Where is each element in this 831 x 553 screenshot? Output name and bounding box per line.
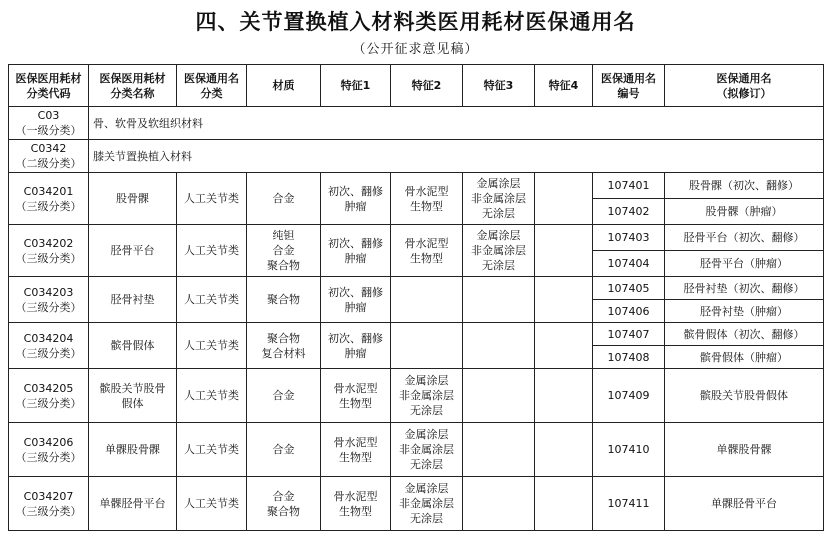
item-name: 单髁股骨髁 bbox=[665, 423, 824, 477]
table-row bbox=[9, 225, 824, 251]
feature3-cell bbox=[463, 369, 535, 423]
feature2-cell: 金属涂层 非金属涂层 无涂层 bbox=[391, 477, 463, 531]
class-cell: 人工关节类 bbox=[177, 277, 247, 323]
item-number: 107410 bbox=[593, 423, 665, 477]
level1-name: 骨、软骨及软组织材料 bbox=[89, 107, 824, 140]
item-number: 107401 bbox=[593, 173, 665, 199]
material-cell: 合金 bbox=[247, 173, 321, 225]
item-number: 107404 bbox=[593, 251, 665, 277]
level2-row bbox=[9, 140, 824, 173]
item-number: 107406 bbox=[593, 300, 665, 323]
level1-row bbox=[9, 107, 824, 140]
header-cell: 医保医用耗材 分类代码 bbox=[9, 65, 89, 107]
table-row bbox=[9, 369, 824, 423]
feature1-cell: 初次、翻修 肿瘤 bbox=[321, 173, 391, 225]
feature2-cell: 金属涂层 非金属涂层 无涂层 bbox=[391, 369, 463, 423]
item-number: 107408 bbox=[593, 346, 665, 369]
category-code: C034207 （三级分类） bbox=[9, 477, 89, 531]
feature4-cell bbox=[535, 369, 593, 423]
header-cell: 医保通用名 分类 bbox=[177, 65, 247, 107]
feature3-cell bbox=[463, 323, 535, 369]
level2-name: 膝关节置换植入材料 bbox=[89, 140, 824, 173]
category-name: 股骨髁 bbox=[89, 173, 177, 225]
category-name: 单髁胫骨平台 bbox=[89, 477, 177, 531]
item-name: 髌股关节股骨假体 bbox=[665, 369, 824, 423]
feature4-cell bbox=[535, 477, 593, 531]
material-cell: 聚合物 bbox=[247, 277, 321, 323]
level1-code: C03 （一级分类） bbox=[9, 107, 89, 140]
page-title: 四、关节置换植入材料类医用耗材医保通用名 bbox=[195, 9, 636, 34]
item-number: 107402 bbox=[593, 199, 665, 225]
item-number: 107409 bbox=[593, 369, 665, 423]
class-cell: 人工关节类 bbox=[177, 225, 247, 277]
item-name: 胫骨衬垫（肿瘤） bbox=[665, 300, 824, 323]
item-name: 胫骨衬垫（初次、翻修） bbox=[665, 277, 824, 300]
category-name: 胫骨衬垫 bbox=[89, 277, 177, 323]
material-cell: 合金 bbox=[247, 369, 321, 423]
feature3-cell bbox=[463, 277, 535, 323]
feature1-cell: 骨水泥型 生物型 bbox=[321, 369, 391, 423]
category-code: C034201 （三级分类） bbox=[9, 173, 89, 225]
feature2-cell bbox=[391, 277, 463, 323]
class-cell: 人工关节类 bbox=[177, 477, 247, 531]
category-name: 髌骨假体 bbox=[89, 323, 177, 369]
item-name: 胫骨平台（肿瘤） bbox=[665, 251, 824, 277]
item-name: 股骨髁（肿瘤） bbox=[665, 199, 824, 225]
feature1-cell: 初次、翻修 肿瘤 bbox=[321, 277, 391, 323]
table-row bbox=[9, 477, 824, 531]
class-cell: 人工关节类 bbox=[177, 369, 247, 423]
feature3-cell: 金属涂层 非金属涂层 无涂层 bbox=[463, 173, 535, 225]
category-code: C034202 （三级分类） bbox=[9, 225, 89, 277]
item-number: 107403 bbox=[593, 225, 665, 251]
feature1-cell: 初次、翻修 肿瘤 bbox=[321, 225, 391, 277]
feature3-cell bbox=[463, 477, 535, 531]
table-row bbox=[9, 423, 824, 477]
feature4-cell bbox=[535, 225, 593, 277]
feature3-cell bbox=[463, 423, 535, 477]
header-cell: 特征2 bbox=[391, 65, 463, 107]
header-cell: 医保通用名 （拟修订） bbox=[665, 65, 824, 107]
feature2-cell bbox=[391, 323, 463, 369]
header-cell: 特征1 bbox=[321, 65, 391, 107]
feature2-cell: 金属涂层 非金属涂层 无涂层 bbox=[391, 423, 463, 477]
feature3-cell: 金属涂层 非金属涂层 无涂层 bbox=[463, 225, 535, 277]
item-name: 单髁胫骨平台 bbox=[665, 477, 824, 531]
class-cell: 人工关节类 bbox=[177, 423, 247, 477]
material-cell: 合金 bbox=[247, 423, 321, 477]
table-row bbox=[9, 173, 824, 199]
item-name: 胫骨平台（初次、翻修） bbox=[665, 225, 824, 251]
category-code: C034205 （三级分类） bbox=[9, 369, 89, 423]
item-number: 107411 bbox=[593, 477, 665, 531]
category-name: 单髁股骨髁 bbox=[89, 423, 177, 477]
feature4-cell bbox=[535, 277, 593, 323]
level2-code: C0342 （二级分类） bbox=[9, 140, 89, 173]
catalog-table bbox=[8, 64, 824, 531]
class-cell: 人工关节类 bbox=[177, 323, 247, 369]
feature4-cell bbox=[535, 173, 593, 225]
item-number: 107405 bbox=[593, 277, 665, 300]
item-name: 髌骨假体（初次、翻修） bbox=[665, 323, 824, 346]
material-cell: 聚合物 复合材料 bbox=[247, 323, 321, 369]
header-cell: 材质 bbox=[247, 65, 321, 107]
header-row bbox=[9, 65, 824, 107]
material-cell: 合金 聚合物 bbox=[247, 477, 321, 531]
header-cell: 医保医用耗材 分类名称 bbox=[89, 65, 177, 107]
category-code: C034204 （三级分类） bbox=[9, 323, 89, 369]
header-cell: 医保通用名 编号 bbox=[593, 65, 665, 107]
category-code: C034206 （三级分类） bbox=[9, 423, 89, 477]
category-name: 胫骨平台 bbox=[89, 225, 177, 277]
feature4-cell bbox=[535, 423, 593, 477]
table-row bbox=[9, 323, 824, 346]
item-name: 股骨髁（初次、翻修） bbox=[665, 173, 824, 199]
page-subtitle: （公开征求意见稿） bbox=[352, 42, 479, 57]
item-number: 107407 bbox=[593, 323, 665, 346]
feature2-cell: 骨水泥型 生物型 bbox=[391, 225, 463, 277]
feature1-cell: 骨水泥型 生物型 bbox=[321, 477, 391, 531]
class-cell: 人工关节类 bbox=[177, 173, 247, 225]
category-code: C034203 （三级分类） bbox=[9, 277, 89, 323]
material-cell: 纯钽 合金 聚合物 bbox=[247, 225, 321, 277]
feature4-cell bbox=[535, 323, 593, 369]
feature1-cell: 骨水泥型 生物型 bbox=[321, 423, 391, 477]
item-name: 髌骨假体（肿瘤） bbox=[665, 346, 824, 369]
feature2-cell: 骨水泥型 生物型 bbox=[391, 173, 463, 225]
header-cell: 特征4 bbox=[535, 65, 593, 107]
feature1-cell: 初次、翻修 肿瘤 bbox=[321, 323, 391, 369]
table-row bbox=[9, 277, 824, 300]
category-name: 髌股关节股骨 假体 bbox=[89, 369, 177, 423]
header-cell: 特征3 bbox=[463, 65, 535, 107]
